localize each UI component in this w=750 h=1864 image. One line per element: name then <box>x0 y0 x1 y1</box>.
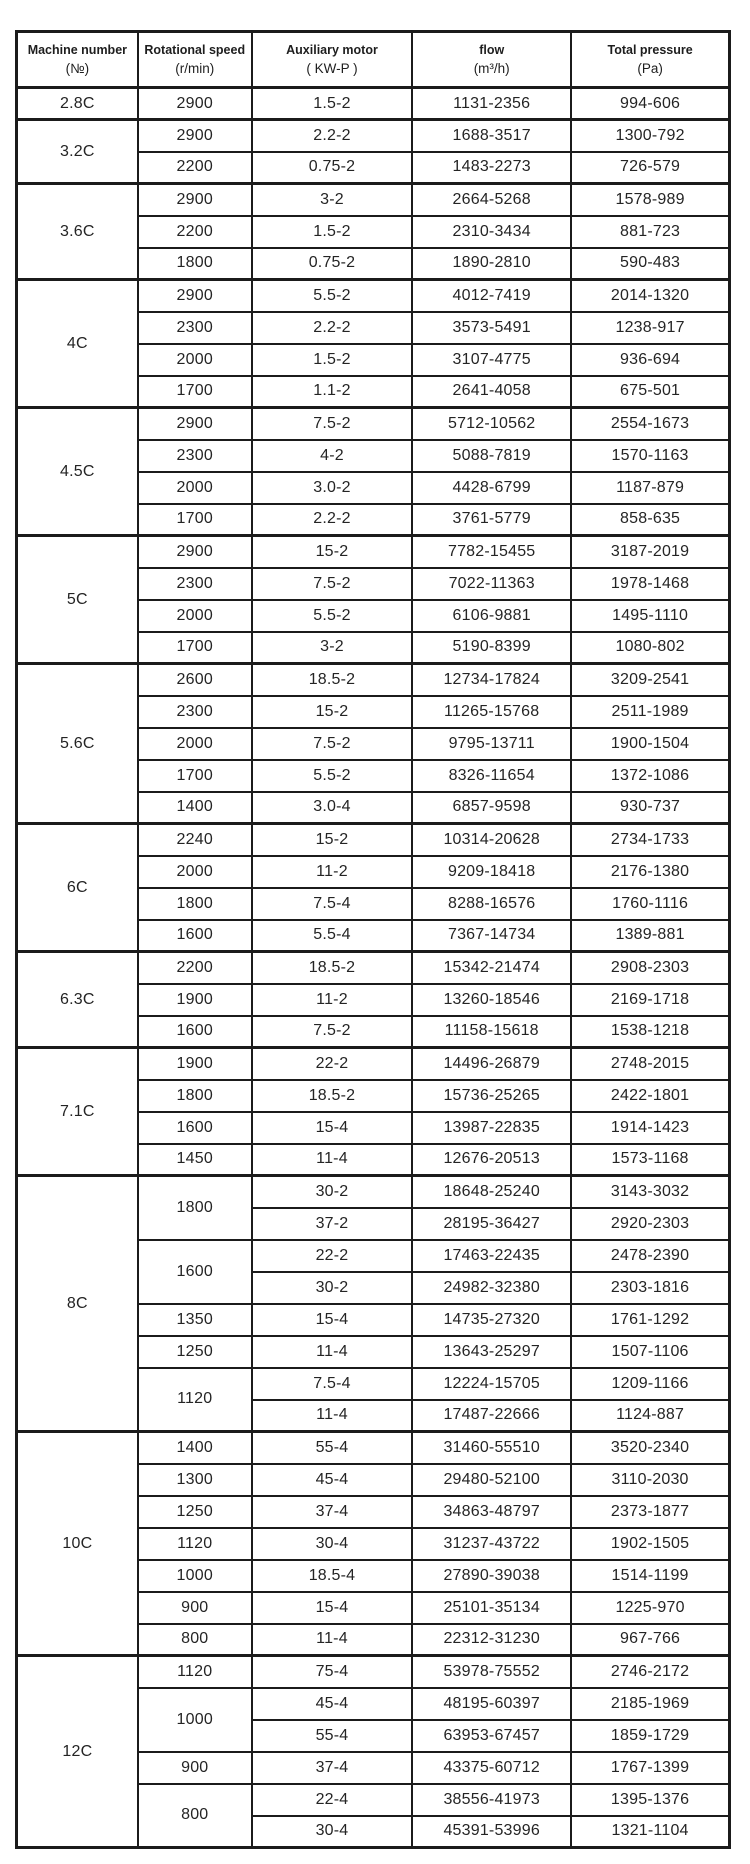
cell-total-pressure: 2920-2303 <box>571 1208 729 1240</box>
cell-auxiliary-motor: 7.5-4 <box>252 888 412 920</box>
cell-flow: 2664-5268 <box>412 184 571 216</box>
cell-flow: 6106-9881 <box>412 600 571 632</box>
cell-total-pressure: 1900-1504 <box>571 728 729 760</box>
cell-total-pressure: 2908-2303 <box>571 952 729 984</box>
table-row <box>17 88 730 120</box>
cell-total-pressure: 1573-1168 <box>571 1144 729 1176</box>
cell-auxiliary-motor: 3-2 <box>252 184 412 216</box>
cell-rotational-speed: 2900 <box>138 88 252 120</box>
cell-auxiliary-motor: 15-4 <box>252 1304 412 1336</box>
cell-flow: 10314-20628 <box>412 824 571 856</box>
cell-auxiliary-motor: 7.5-2 <box>252 728 412 760</box>
cell-total-pressure: 1372-1086 <box>571 760 729 792</box>
cell-total-pressure: 1321-1104 <box>571 1816 729 1848</box>
cell-total-pressure: 1578-989 <box>571 184 729 216</box>
header-row <box>17 32 730 88</box>
cell-total-pressure: 2511-1989 <box>571 696 729 728</box>
table-row <box>17 1432 730 1464</box>
header-total-pressure-label: Total pressure <box>607 43 693 58</box>
table-row <box>17 1048 730 1080</box>
cell-auxiliary-motor: 7.5-2 <box>252 1016 412 1048</box>
cell-rotational-speed: 1600 <box>138 920 252 952</box>
cell-auxiliary-motor: 7.5-4 <box>252 1368 412 1400</box>
cell-total-pressure: 1389-881 <box>571 920 729 952</box>
cell-total-pressure: 1761-1292 <box>571 1304 729 1336</box>
cell-rotational-speed: 2000 <box>138 856 252 888</box>
cell-rotational-speed: 1800 <box>138 888 252 920</box>
cell-machine-number: 2.8C <box>17 88 138 120</box>
cell-rotational-speed: 1250 <box>138 1336 252 1368</box>
cell-rotational-speed: 800 <box>138 1784 252 1848</box>
cell-rotational-speed: 2000 <box>138 472 252 504</box>
cell-auxiliary-motor: 11-4 <box>252 1336 412 1368</box>
cell-rotational-speed: 1600 <box>138 1016 252 1048</box>
header-rotational-speed <box>138 32 252 88</box>
cell-rotational-speed: 2300 <box>138 696 252 728</box>
cell-total-pressure: 2014-1320 <box>571 280 729 312</box>
cell-total-pressure: 3209-2541 <box>571 664 729 696</box>
cell-machine-number: 6C <box>17 824 138 952</box>
cell-flow: 6857-9598 <box>412 792 571 824</box>
cell-rotational-speed: 2900 <box>138 280 252 312</box>
cell-auxiliary-motor: 45-4 <box>252 1688 412 1720</box>
header-machine-number-label: Machine number <box>27 43 128 58</box>
cell-machine-number: 8C <box>17 1176 138 1432</box>
cell-auxiliary-motor: 1.5-2 <box>252 88 412 120</box>
cell-flow: 7022-11363 <box>412 568 571 600</box>
cell-rotational-speed: 2900 <box>138 120 252 152</box>
cell-total-pressure: 1538-1218 <box>571 1016 729 1048</box>
cell-auxiliary-motor: 22-2 <box>252 1048 412 1080</box>
cell-auxiliary-motor: 37-2 <box>252 1208 412 1240</box>
cell-auxiliary-motor: 18.5-2 <box>252 952 412 984</box>
cell-rotational-speed: 2300 <box>138 440 252 472</box>
cell-flow: 5190-8399 <box>412 632 571 664</box>
cell-total-pressure: 2176-1380 <box>571 856 729 888</box>
cell-flow: 12734-17824 <box>412 664 571 696</box>
cell-flow: 31460-55510 <box>412 1432 571 1464</box>
cell-flow: 1688-3517 <box>412 120 571 152</box>
cell-total-pressure: 2422-1801 <box>571 1080 729 1112</box>
cell-total-pressure: 2746-2172 <box>571 1656 729 1688</box>
cell-flow: 2310-3434 <box>412 216 571 248</box>
cell-flow: 7367-14734 <box>412 920 571 952</box>
header-flow-unit: (m³/h) <box>473 61 510 77</box>
cell-rotational-speed: 1700 <box>138 376 252 408</box>
cell-total-pressure: 3110-2030 <box>571 1464 729 1496</box>
cell-total-pressure: 2303-1816 <box>571 1272 729 1304</box>
cell-machine-number: 3.6C <box>17 184 138 280</box>
cell-rotational-speed: 1700 <box>138 760 252 792</box>
cell-auxiliary-motor: 30-2 <box>252 1272 412 1304</box>
header-flow <box>412 32 571 88</box>
cell-rotational-speed: 800 <box>138 1624 252 1656</box>
cell-total-pressure: 3143-3032 <box>571 1176 729 1208</box>
cell-auxiliary-motor: 5.5-4 <box>252 920 412 952</box>
cell-total-pressure: 1395-1376 <box>571 1784 729 1816</box>
cell-rotational-speed: 1450 <box>138 1144 252 1176</box>
cell-rotational-speed: 2900 <box>138 408 252 440</box>
cell-flow: 5712-10562 <box>412 408 571 440</box>
header-total-pressure <box>571 32 729 88</box>
cell-auxiliary-motor: 5.5-2 <box>252 760 412 792</box>
cell-auxiliary-motor: 1.5-2 <box>252 216 412 248</box>
cell-rotational-speed: 2000 <box>138 600 252 632</box>
cell-total-pressure: 1124-887 <box>571 1400 729 1432</box>
cell-flow: 12676-20513 <box>412 1144 571 1176</box>
cell-total-pressure: 1225-970 <box>571 1592 729 1624</box>
cell-total-pressure: 1767-1399 <box>571 1752 729 1784</box>
cell-flow: 7782-15455 <box>412 536 571 568</box>
spec-table-header <box>17 32 730 88</box>
cell-flow: 43375-60712 <box>412 1752 571 1784</box>
cell-total-pressure: 1570-1163 <box>571 440 729 472</box>
cell-total-pressure: 3187-2019 <box>571 536 729 568</box>
cell-flow: 48195-60397 <box>412 1688 571 1720</box>
cell-machine-number: 10C <box>17 1432 138 1656</box>
cell-flow: 2641-4058 <box>412 376 571 408</box>
header-rotational-speed-label: Rotational speed <box>144 43 246 58</box>
cell-total-pressure: 2185-1969 <box>571 1688 729 1720</box>
cell-rotational-speed: 1800 <box>138 1176 252 1240</box>
cell-rotational-speed: 1000 <box>138 1688 252 1752</box>
header-flow-label: flow <box>479 43 505 58</box>
cell-auxiliary-motor: 18.5-4 <box>252 1560 412 1592</box>
cell-flow: 11265-15768 <box>412 696 571 728</box>
cell-rotational-speed: 1800 <box>138 1080 252 1112</box>
cell-flow: 3761-5779 <box>412 504 571 536</box>
cell-rotational-speed: 2200 <box>138 216 252 248</box>
cell-rotational-speed: 1700 <box>138 504 252 536</box>
cell-rotational-speed: 2200 <box>138 952 252 984</box>
cell-auxiliary-motor: 7.5-2 <box>252 408 412 440</box>
cell-total-pressure: 2478-2390 <box>571 1240 729 1272</box>
cell-rotational-speed: 1300 <box>138 1464 252 1496</box>
spec-table-body <box>17 88 730 1848</box>
table-row <box>17 952 730 984</box>
cell-flow: 17487-22666 <box>412 1400 571 1432</box>
cell-total-pressure: 881-723 <box>571 216 729 248</box>
cell-rotational-speed: 1900 <box>138 1048 252 1080</box>
cell-flow: 4012-7419 <box>412 280 571 312</box>
cell-rotational-speed: 2900 <box>138 536 252 568</box>
cell-rotational-speed: 1120 <box>138 1368 252 1432</box>
table-row <box>17 824 730 856</box>
header-machine-number-unit: (№) <box>65 61 90 77</box>
cell-auxiliary-motor: 2.2-2 <box>252 312 412 344</box>
cell-rotational-speed: 900 <box>138 1592 252 1624</box>
cell-auxiliary-motor: 55-4 <box>252 1720 412 1752</box>
cell-flow: 5088-7819 <box>412 440 571 472</box>
header-auxiliary-motor-unit: ( KW-P ) <box>306 61 358 77</box>
cell-total-pressure: 1760-1116 <box>571 888 729 920</box>
cell-rotational-speed: 2200 <box>138 152 252 184</box>
cell-auxiliary-motor: 3-2 <box>252 632 412 664</box>
cell-auxiliary-motor: 11-4 <box>252 1400 412 1432</box>
cell-flow: 8288-16576 <box>412 888 571 920</box>
cell-auxiliary-motor: 37-4 <box>252 1752 412 1784</box>
cell-flow: 4428-6799 <box>412 472 571 504</box>
cell-machine-number: 7.1C <box>17 1048 138 1176</box>
cell-total-pressure: 1514-1199 <box>571 1560 729 1592</box>
cell-flow: 17463-22435 <box>412 1240 571 1272</box>
cell-rotational-speed: 2000 <box>138 728 252 760</box>
cell-flow: 14496-26879 <box>412 1048 571 1080</box>
cell-auxiliary-motor: 5.5-2 <box>252 600 412 632</box>
cell-flow: 9209-18418 <box>412 856 571 888</box>
cell-total-pressure: 1300-792 <box>571 120 729 152</box>
cell-auxiliary-motor: 75-4 <box>252 1656 412 1688</box>
spec-table <box>15 30 731 1849</box>
cell-machine-number: 6.3C <box>17 952 138 1048</box>
cell-flow: 15736-25265 <box>412 1080 571 1112</box>
cell-total-pressure: 726-579 <box>571 152 729 184</box>
cell-rotational-speed: 1600 <box>138 1112 252 1144</box>
cell-auxiliary-motor: 0.75-2 <box>252 152 412 184</box>
cell-flow: 45391-53996 <box>412 1816 571 1848</box>
cell-auxiliary-motor: 2.2-2 <box>252 504 412 536</box>
cell-flow: 28195-36427 <box>412 1208 571 1240</box>
cell-rotational-speed: 1800 <box>138 248 252 280</box>
cell-auxiliary-motor: 1.1-2 <box>252 376 412 408</box>
cell-machine-number: 5C <box>17 536 138 664</box>
cell-flow: 38556-41973 <box>412 1784 571 1816</box>
cell-flow: 27890-39038 <box>412 1560 571 1592</box>
cell-auxiliary-motor: 0.75-2 <box>252 248 412 280</box>
cell-total-pressure: 2373-1877 <box>571 1496 729 1528</box>
cell-flow: 12224-15705 <box>412 1368 571 1400</box>
cell-auxiliary-motor: 15-4 <box>252 1112 412 1144</box>
cell-auxiliary-motor: 30-4 <box>252 1528 412 1560</box>
cell-machine-number: 3.2C <box>17 120 138 184</box>
cell-flow: 13987-22835 <box>412 1112 571 1144</box>
cell-total-pressure: 1187-879 <box>571 472 729 504</box>
cell-total-pressure: 994-606 <box>571 88 729 120</box>
cell-auxiliary-motor: 3.0-4 <box>252 792 412 824</box>
cell-total-pressure: 1080-802 <box>571 632 729 664</box>
cell-auxiliary-motor: 11-4 <box>252 1624 412 1656</box>
cell-auxiliary-motor: 11-4 <box>252 1144 412 1176</box>
table-row <box>17 664 730 696</box>
cell-auxiliary-motor: 11-2 <box>252 856 412 888</box>
cell-flow: 1483-2273 <box>412 152 571 184</box>
cell-auxiliary-motor: 15-2 <box>252 824 412 856</box>
cell-total-pressure: 967-766 <box>571 1624 729 1656</box>
cell-rotational-speed: 1350 <box>138 1304 252 1336</box>
cell-auxiliary-motor: 45-4 <box>252 1464 412 1496</box>
cell-auxiliary-motor: 15-4 <box>252 1592 412 1624</box>
cell-auxiliary-motor: 18.5-2 <box>252 1080 412 1112</box>
header-rotational-speed-unit: (r/min) <box>175 61 215 77</box>
cell-flow: 14735-27320 <box>412 1304 571 1336</box>
header-machine-number <box>17 32 138 88</box>
cell-rotational-speed: 1600 <box>138 1240 252 1304</box>
cell-auxiliary-motor: 22-4 <box>252 1784 412 1816</box>
cell-flow: 13643-25297 <box>412 1336 571 1368</box>
cell-rotational-speed: 2240 <box>138 824 252 856</box>
cell-total-pressure: 930-737 <box>571 792 729 824</box>
cell-flow: 13260-18546 <box>412 984 571 1016</box>
cell-auxiliary-motor: 3.0-2 <box>252 472 412 504</box>
cell-total-pressure: 936-694 <box>571 344 729 376</box>
cell-total-pressure: 1238-917 <box>571 312 729 344</box>
cell-rotational-speed: 1120 <box>138 1528 252 1560</box>
cell-flow: 1131-2356 <box>412 88 571 120</box>
cell-total-pressure: 1209-1166 <box>571 1368 729 1400</box>
header-auxiliary-motor <box>252 32 412 88</box>
cell-total-pressure: 2734-1733 <box>571 824 729 856</box>
table-row <box>17 184 730 216</box>
cell-machine-number: 12C <box>17 1656 138 1848</box>
cell-total-pressure: 2748-2015 <box>571 1048 729 1080</box>
cell-total-pressure: 2169-1718 <box>571 984 729 1016</box>
cell-flow: 24982-32380 <box>412 1272 571 1304</box>
cell-flow: 22312-31230 <box>412 1624 571 1656</box>
table-row <box>17 120 730 152</box>
cell-rotational-speed: 2300 <box>138 568 252 600</box>
cell-auxiliary-motor: 1.5-2 <box>252 344 412 376</box>
cell-auxiliary-motor: 7.5-2 <box>252 568 412 600</box>
cell-total-pressure: 1902-1505 <box>571 1528 729 1560</box>
cell-rotational-speed: 1700 <box>138 632 252 664</box>
cell-rotational-speed: 1400 <box>138 792 252 824</box>
cell-flow: 29480-52100 <box>412 1464 571 1496</box>
cell-total-pressure: 2554-1673 <box>571 408 729 440</box>
cell-total-pressure: 1914-1423 <box>571 1112 729 1144</box>
cell-rotational-speed: 2300 <box>138 312 252 344</box>
cell-rotational-speed: 1250 <box>138 1496 252 1528</box>
cell-flow: 3107-4775 <box>412 344 571 376</box>
cell-auxiliary-motor: 18.5-2 <box>252 664 412 696</box>
cell-machine-number: 4.5C <box>17 408 138 536</box>
table-row <box>17 536 730 568</box>
table-row <box>17 1176 730 1208</box>
cell-rotational-speed: 1120 <box>138 1656 252 1688</box>
cell-flow: 63953-67457 <box>412 1720 571 1752</box>
cell-flow: 15342-21474 <box>412 952 571 984</box>
cell-flow: 25101-35134 <box>412 1592 571 1624</box>
cell-machine-number: 5.6C <box>17 664 138 824</box>
cell-auxiliary-motor: 55-4 <box>252 1432 412 1464</box>
cell-flow: 1890-2810 <box>412 248 571 280</box>
cell-auxiliary-motor: 4-2 <box>252 440 412 472</box>
cell-total-pressure: 675-501 <box>571 376 729 408</box>
header-auxiliary-motor-label: Auxiliary motor <box>286 43 378 58</box>
cell-auxiliary-motor: 5.5-2 <box>252 280 412 312</box>
table-row <box>17 408 730 440</box>
cell-flow: 3573-5491 <box>412 312 571 344</box>
cell-total-pressure: 1859-1729 <box>571 1720 729 1752</box>
cell-flow: 34863-48797 <box>412 1496 571 1528</box>
cell-total-pressure: 1495-1110 <box>571 600 729 632</box>
cell-rotational-speed: 2900 <box>138 184 252 216</box>
cell-total-pressure: 3520-2340 <box>571 1432 729 1464</box>
table-row <box>17 1656 730 1688</box>
header-total-pressure-unit: (Pa) <box>637 61 663 77</box>
cell-auxiliary-motor: 15-2 <box>252 696 412 728</box>
table-row <box>17 280 730 312</box>
cell-rotational-speed: 1900 <box>138 984 252 1016</box>
cell-auxiliary-motor: 11-2 <box>252 984 412 1016</box>
cell-rotational-speed: 900 <box>138 1752 252 1784</box>
cell-flow: 53978-75552 <box>412 1656 571 1688</box>
cell-flow: 8326-11654 <box>412 760 571 792</box>
cell-total-pressure: 858-635 <box>571 504 729 536</box>
cell-auxiliary-motor: 15-2 <box>252 536 412 568</box>
cell-auxiliary-motor: 30-2 <box>252 1176 412 1208</box>
cell-total-pressure: 590-483 <box>571 248 729 280</box>
cell-flow: 31237-43722 <box>412 1528 571 1560</box>
cell-rotational-speed: 2000 <box>138 344 252 376</box>
cell-rotational-speed: 1400 <box>138 1432 252 1464</box>
cell-flow: 9795-13711 <box>412 728 571 760</box>
cell-machine-number: 4C <box>17 280 138 408</box>
cell-auxiliary-motor: 37-4 <box>252 1496 412 1528</box>
cell-auxiliary-motor: 30-4 <box>252 1816 412 1848</box>
cell-total-pressure: 1978-1468 <box>571 568 729 600</box>
cell-auxiliary-motor: 22-2 <box>252 1240 412 1272</box>
cell-total-pressure: 1507-1106 <box>571 1336 729 1368</box>
cell-rotational-speed: 1000 <box>138 1560 252 1592</box>
cell-rotational-speed: 2600 <box>138 664 252 696</box>
cell-flow: 11158-15618 <box>412 1016 571 1048</box>
cell-flow: 18648-25240 <box>412 1176 571 1208</box>
cell-auxiliary-motor: 2.2-2 <box>252 120 412 152</box>
